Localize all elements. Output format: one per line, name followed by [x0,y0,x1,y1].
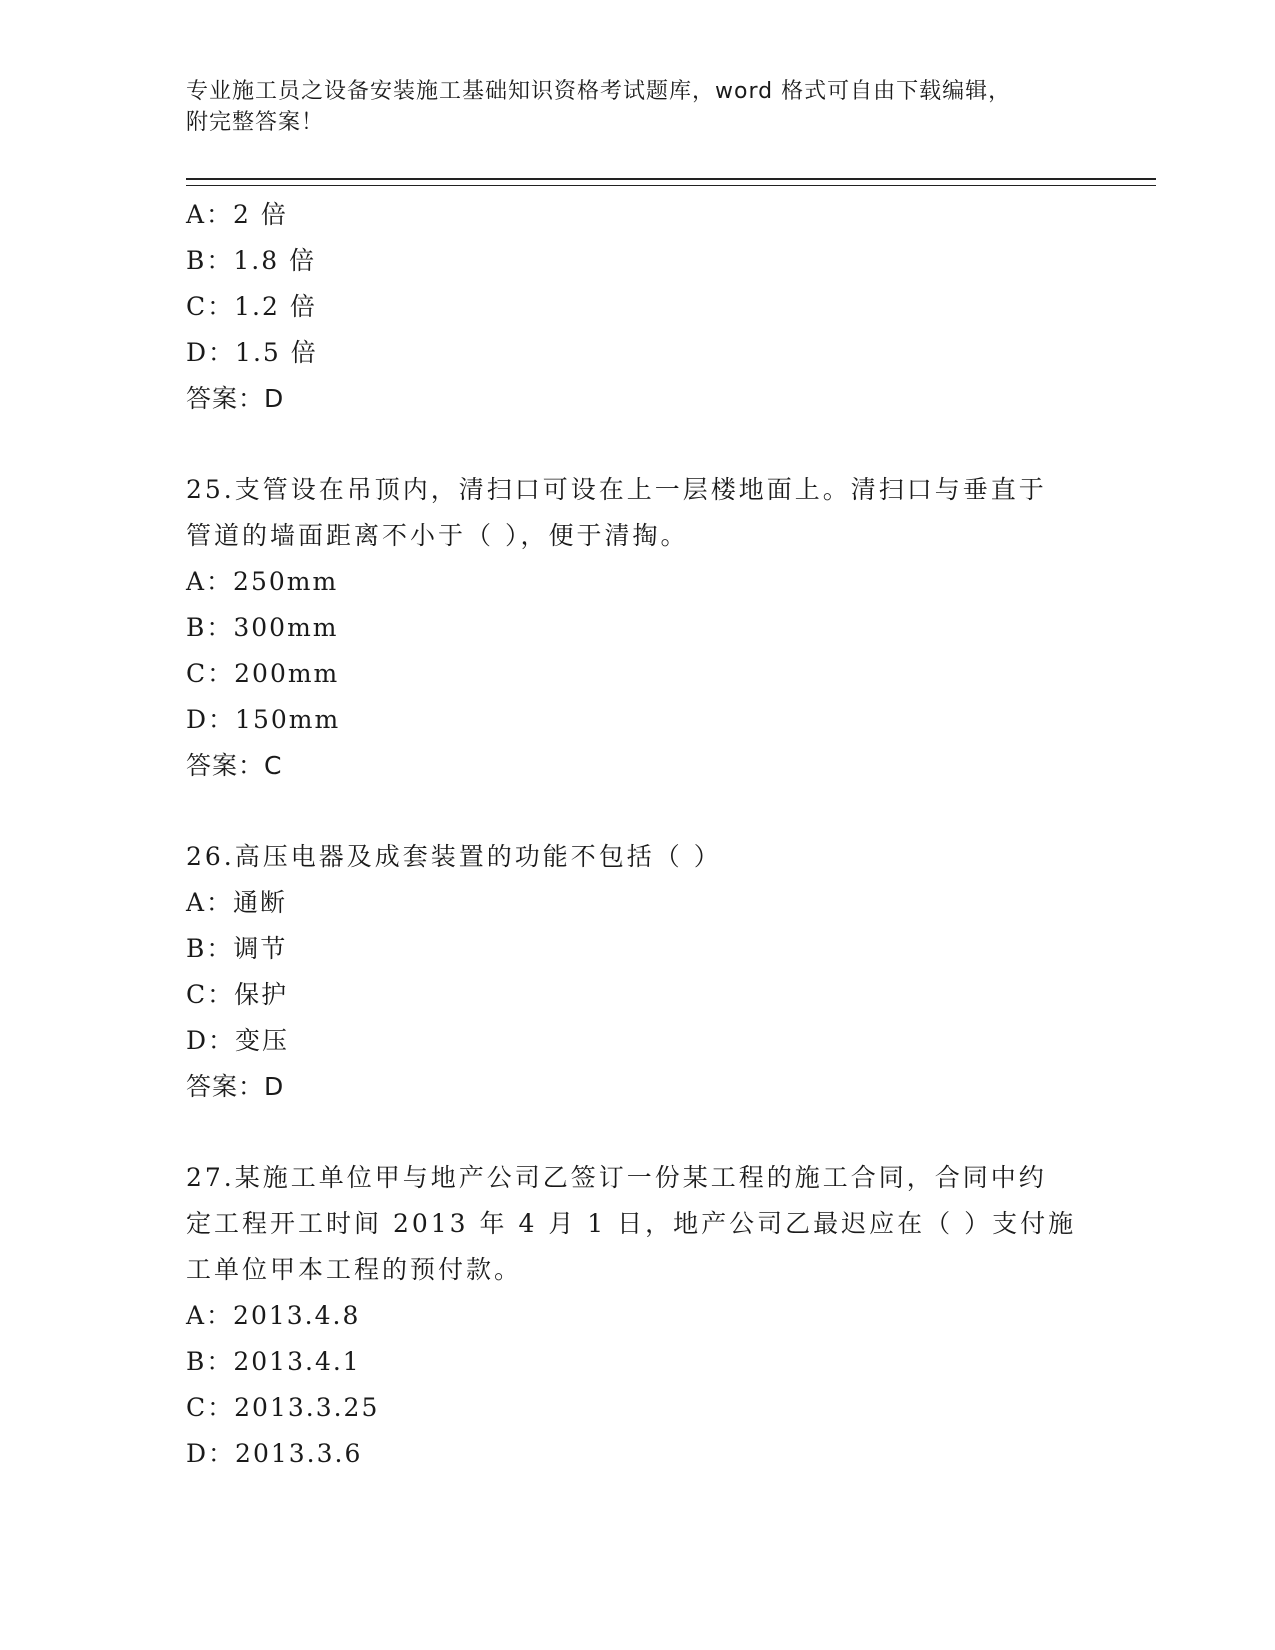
option-a: A：250mm [186,567,339,596]
document-header [186,76,1086,138]
answer-line: 答案：D [186,384,285,413]
option-b: B：调节 [186,934,288,963]
answer-line: 答案：C [186,751,283,780]
option-c: C：1.2 倍 [186,292,317,321]
option-d: D：变压 [186,1026,290,1055]
question-stem-line: 管道的墙面距离不小于（ ），便于清掏。 [186,521,689,550]
question-stem-line: 26.高压电器及成套装置的功能不包括（ ） [186,842,722,871]
question-stem-line: 27.某施工单位甲与地产公司乙签订一份某工程的施工合同，合同中约 [186,1163,1047,1192]
question-stem-line: 工单位甲本工程的预付款。 [186,1255,523,1284]
option-d: D：150mm [186,705,341,734]
option-b: B：2013.4.1 [186,1347,361,1376]
question-26 [186,834,1086,1110]
question-stem-line: 定工程开工时间 2013 年 4 月 1 日，地产公司乙最迟应在（ ）支付施 [186,1209,1077,1238]
option-c: C：200mm [186,659,340,688]
spacer [186,1110,1086,1155]
question-24-continued [186,192,1086,422]
header-line-1: 专业施工员之设备安装施工基础知识资格考试题库，word 格式可自由下载编辑， [186,79,1012,104]
question-stem-line: 25.支管设在吊顶内，清扫口可设在上一层楼地面上。清扫口与垂直于 [186,475,1047,504]
option-d: D：1.5 倍 [186,338,318,367]
question-stem [186,1155,1086,1293]
question-25 [186,467,1086,789]
option-a: A：2 倍 [186,200,288,229]
question-27 [186,1155,1086,1477]
question-stem [186,467,1086,559]
option-a: A：通断 [186,888,288,917]
spacer [186,422,1086,467]
option-b: B：1.8 倍 [186,246,317,275]
header-line-2: 附完整答案！ [186,110,325,135]
option-c: C：保护 [186,980,289,1009]
question-list [186,192,1086,1477]
answer-line: 答案：D [186,1072,285,1101]
option-d: D：2013.3.6 [186,1439,363,1468]
header-divider [186,178,1156,186]
option-b: B：300mm [186,613,339,642]
option-a: A：2013.4.8 [186,1301,361,1330]
spacer [186,789,1086,834]
question-stem [186,834,1086,880]
option-c: C：2013.3.25 [186,1393,380,1422]
